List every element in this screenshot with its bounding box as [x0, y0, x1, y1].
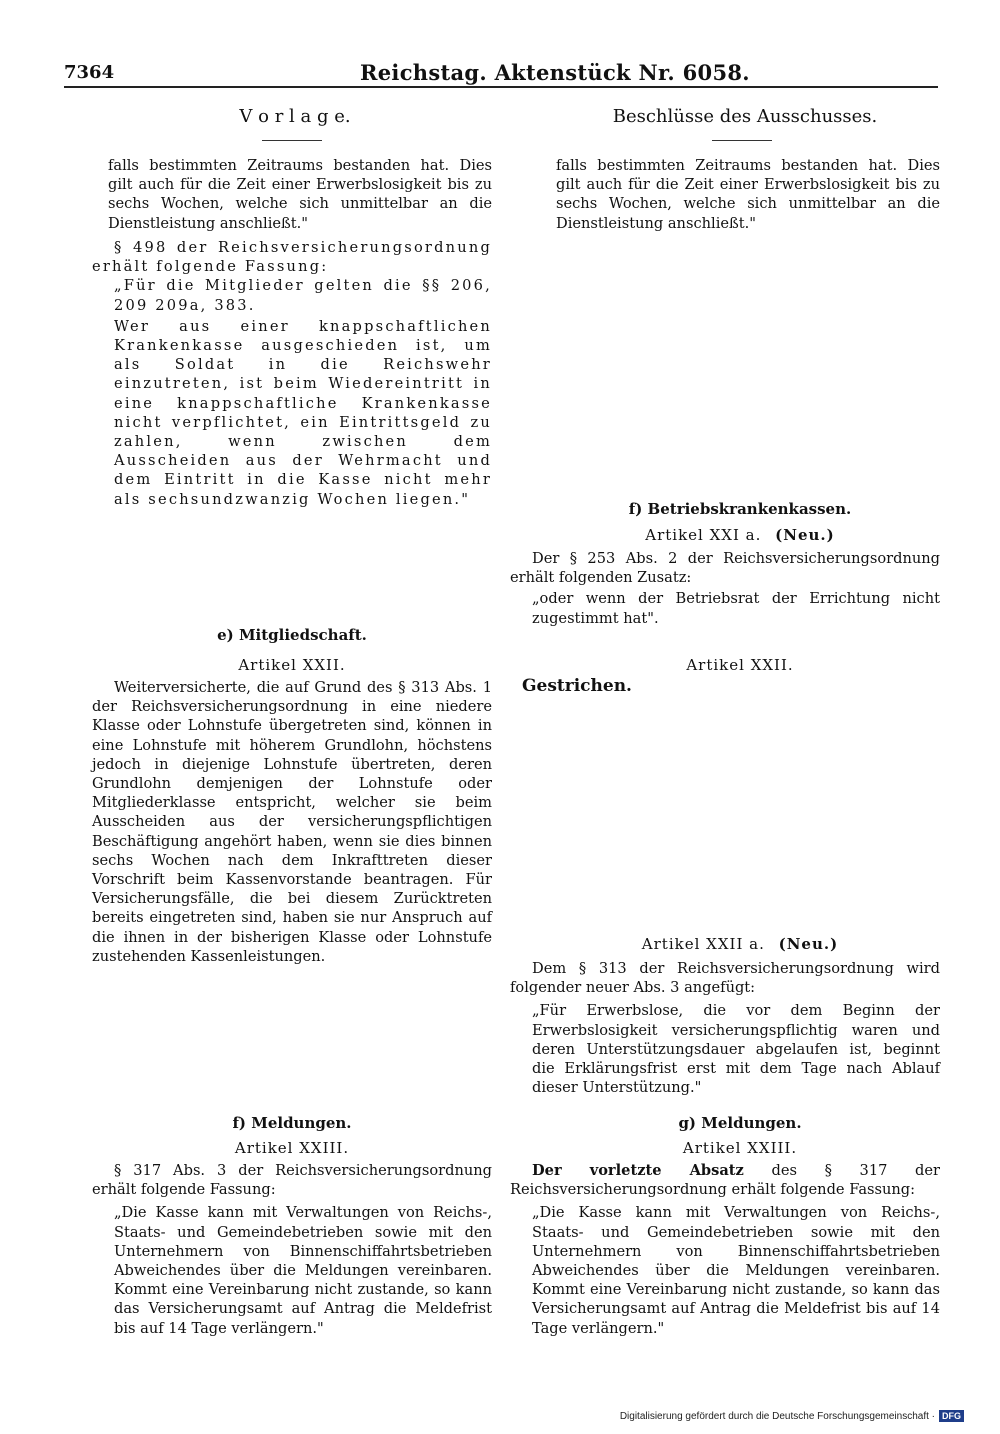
article-21a-heading: [540, 526, 940, 544]
article-21a-quote: „oder wenn der Betriebsrat der Errichtung nicht zugestimmt hat".: [532, 590, 940, 627]
right-column-heading: Beschlüsse des Ausschusses.: [612, 106, 878, 127]
section-f-meldungen-heading: f) Meldungen.: [232, 1114, 352, 1132]
left-article-22-text: Weiterversicherte, die auf Grund des § 313 Abs. 1 der Reichsversicherungsordnung in eine niedere Klasse oder Lohnstufe übergetreten sind, können in eine Lohnstufe mit höherem Grundlohn, höchstens jedoch in diejenige Lohnstufe übertreten, deren Grundlohn demjenigen der Lohnstufe oder Mitgliederklasse entspricht, welcher sie beim Ausscheiden aus der versicherungspflichtigen Beschäftigung angehört haben, wenn sie dies binnen sechs Wochen nach dem Inkrafttreten dieser Vorschrift beim Kassenvorstande beantragen. Für Versicherungsfälle, die bei diesem Zurücktreten bereits eingetreten sind, haben sie nur Anspruch auf die ihnen in der bisherigen Klasse oder Lohnstufe zustehenden Kassenleistungen.: [92, 679, 492, 965]
article-22a-label: Artikel XXII a.: [641, 935, 765, 953]
right-article-23-body: [510, 1161, 940, 1338]
right-continuation: [556, 156, 940, 233]
right-article-23-intro-rest: des § 317 der Reichsversicherungsordnung erhält folgende Fassung:: [510, 1162, 940, 1199]
article-22a-body: [510, 959, 940, 1097]
gestrichen-label: Gestrichen.: [522, 676, 632, 696]
paragraph-498-quote-2: Wer aus einer knappschaftlichen Krankenkasse ausgeschieden ist, um als Soldat in die Reichswehr einzutreten, ist beim Wiedereintritt in eine knappschaftliche Krankenkasse nicht verpflichtet, ein Eintrittsgeld zu zahlen, wenn zwischen dem Ausscheiden aus der Wehrmacht und dem Eintritt in die Kasse nicht mehr als sechsundzwanzig Wochen liegen.": [114, 317, 492, 508]
paragraph-498-quote-1: „Für die Mitglieder gelten die §§ 206, 209 209a, 383.: [114, 277, 492, 314]
article-22a-intro: Dem § 313 der Reichsversicherungsordnung wird folgender neuer Abs. 3 angefügt:: [510, 960, 940, 997]
article-22a-quote: „Für Erwerbslose, die vor dem Beginn der Erwerbslosigkeit versicherungspflichtig waren und deren Unterstützungsdauer abgelaufen ist, beginnt die Erklärungsfrist erst mit dem Tage nach Ablauf dieser Unterstützung.": [532, 1002, 940, 1097]
left-article-22-heading: Artikel XXII.: [238, 656, 346, 674]
section-e-heading: e) Mitgliedschaft.: [217, 626, 367, 644]
article-21a-neu: (Neu.): [775, 526, 835, 544]
left-article-23-intro: § 317 Abs. 3 der Reichsversicherungsordnung erhält folgende Fassung:: [92, 1162, 492, 1199]
article-22a-heading: [540, 935, 940, 953]
article-22a-neu: (Neu.): [778, 935, 839, 953]
left-article-23-body: [92, 1161, 492, 1338]
left-continuation: [108, 156, 492, 233]
left-heading-rule: [262, 140, 322, 141]
section-f-betriebskrankenkassen-heading: f) Betriebskrankenkassen.: [628, 500, 852, 518]
digitization-credit-text: Digitalisierung gefördert durch die Deutsche Forschungsgemeinschaft ·: [619, 1410, 935, 1422]
paragraph-498-intro: § 498 der Reichsversicherungsordnung erhält folgende Fassung:: [92, 239, 492, 276]
article-21a-intro: Der § 253 Abs. 2 der Reichsversicherungsordnung erhält folgenden Zusatz:: [510, 550, 940, 587]
right-article-22-heading: Artikel XXII.: [686, 656, 794, 674]
right-article-23-quote: „Die Kasse kann mit Verwaltungen von Reichs-, Staats- und Gemeindebetrieben sowie mit den Unternehmern von Binnenschiffahrtsbetrieben Abweichendes über die Meldungen vereinbaren. Kommt eine Vereinbarung nicht zustande, so kann das Versicherungsamt auf Antrag die Meldefrist bis auf 14 Tage verlängern.": [532, 1204, 940, 1337]
left-article-23-heading: Artikel XXIII.: [234, 1139, 350, 1157]
section-g-heading: g) Meldungen.: [678, 1114, 802, 1132]
paragraph-498: [92, 238, 492, 509]
running-head: Reichstag. Aktenstück Nr. 6058.: [360, 60, 750, 85]
page-number: 7364: [64, 62, 115, 83]
article-21a-body: [510, 549, 940, 628]
digitization-credit: [620, 1410, 964, 1422]
right-continuation-text: falls bestimmten Zeitraums bestanden hat. Dies gilt auch für die Zeit einer Erwerbslosigkeit bis zu sechs Wochen, welche sich unmittelbar an die Dienstleistung anschließt.": [556, 157, 940, 232]
left-article-23-quote: „Die Kasse kann mit Verwaltungen von Reichs-, Staats- und Gemeindebetrieben sowie mit den Unternehmern von Binnenschiffahrtsbetrieben Abweichendes über die Meldungen vereinbaren. Kommt eine Vereinbarung nicht zustande, so kann das Versicherungsamt auf Antrag die Meldefrist bis auf 14 Tage verlängern.": [114, 1204, 492, 1337]
left-column-heading: V o r l a g e.: [239, 106, 351, 127]
right-heading-rule: [712, 140, 772, 141]
dfg-logo-icon: DFG: [939, 1410, 964, 1422]
right-article-23-heading: Artikel XXIII.: [682, 1139, 798, 1157]
right-article-23-intro: [510, 1161, 940, 1199]
header-rule: [64, 86, 938, 88]
left-continuation-text: falls bestimmten Zeitraums bestanden hat. Dies gilt auch für die Zeit einer Erwerbslosigkeit bis zu sechs Wochen, welche sich unmittelbar an die Dienstleistung anschließt.": [108, 157, 492, 232]
left-article-22-body: [92, 678, 492, 966]
right-article-23-bold-lead: Der vorletzte Absatz: [532, 1162, 744, 1179]
article-21a-label: Artikel XXI a.: [645, 526, 762, 544]
